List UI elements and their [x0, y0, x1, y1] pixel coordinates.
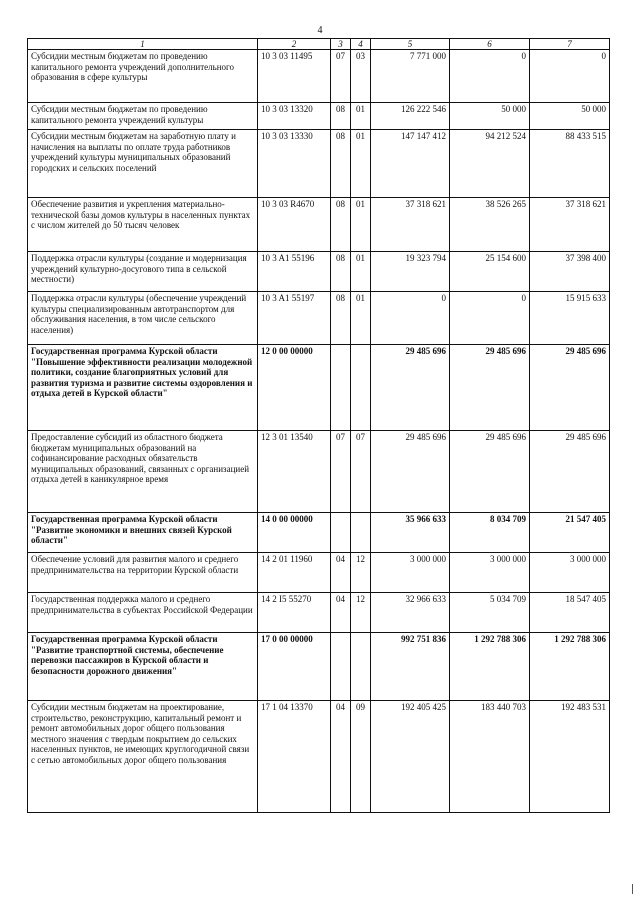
section-code: 04	[331, 701, 351, 813]
table-row	[28, 553, 610, 593]
target-code: 14 2 01 11960	[258, 553, 331, 593]
header-col-4: 4	[351, 39, 371, 50]
section-code	[331, 513, 351, 553]
amount-col-5: 35 966 633	[371, 513, 450, 553]
subsection-code	[351, 633, 371, 701]
amount-col-7: 1 292 788 306	[530, 633, 610, 701]
target-code: 14 0 00 00000	[258, 513, 331, 553]
section-code: 07	[331, 50, 351, 103]
subsection-code: 12	[351, 593, 371, 633]
item-name: Государственная программа Курской области "Развитие экономики и внешних связей Курской области"	[28, 513, 258, 553]
item-name: Обеспечение развития и укрепления материально-технической базы домов культуры в населенных пунктах с числом жителей до 50 тысяч человек	[28, 198, 258, 252]
target-code: 12 0 00 00000	[258, 345, 331, 431]
amount-col-6: 94 212 524	[450, 130, 530, 198]
amount-col-5: 32 966 633	[371, 593, 450, 633]
amount-col-5: 29 485 696	[371, 431, 450, 513]
item-name: Государственная программа Курской области "Развитие транспортной системы, обеспечение перевозки пассажиров в Курской области и безопасности дорожного движения"	[28, 633, 258, 701]
item-name: Поддержка отрасли культуры (обеспечение учреждений культуры специализированным автотранспортом для обслуживания населения, в том числе сельского населения)	[28, 292, 258, 345]
table-row	[28, 513, 610, 553]
target-code: 10 3 03 13320	[258, 103, 331, 130]
amount-col-7: 18 547 405	[530, 593, 610, 633]
amount-col-5: 992 751 836	[371, 633, 450, 701]
table-row	[28, 252, 610, 292]
amount-col-7: 3 000 000	[530, 553, 610, 593]
section-code: 08	[331, 103, 351, 130]
amount-col-5: 192 405 425	[371, 701, 450, 813]
amount-col-7: 21 547 405	[530, 513, 610, 553]
amount-col-6: 25 154 600	[450, 252, 530, 292]
amount-col-5: 147 147 412	[371, 130, 450, 198]
subsection-code: 01	[351, 198, 371, 252]
item-name: Предоставление субсидий из областного бюджета бюджетам муниципальных образований на софинансирование расходных обязательств муниципальных образований, связанных с организацией отдыха детей в каникулярное время	[28, 431, 258, 513]
section-code: 07	[331, 431, 351, 513]
header-col-5: 5	[371, 39, 450, 50]
amount-col-7: 50 000	[530, 103, 610, 130]
scan-mark	[632, 884, 633, 894]
table-row	[28, 50, 610, 103]
target-code: 10 3 A1 55197	[258, 292, 331, 345]
header-col-6: 6	[450, 39, 530, 50]
section-code: 04	[331, 593, 351, 633]
table-row	[28, 198, 610, 252]
table-row	[28, 292, 610, 345]
item-name: Государственная поддержка малого и среднего предпринимательства в субъектах Российской Федерации	[28, 593, 258, 633]
header-col-7: 7	[530, 39, 610, 50]
amount-col-5: 126 222 546	[371, 103, 450, 130]
section-code: 08	[331, 292, 351, 345]
target-code: 10 3 03 13330	[258, 130, 331, 198]
amount-col-6: 0	[450, 292, 530, 345]
target-code: 14 2 I5 55270	[258, 593, 331, 633]
amount-col-6: 0	[450, 50, 530, 103]
section-code	[331, 345, 351, 431]
amount-col-5: 3 000 000	[371, 553, 450, 593]
subsection-code	[351, 513, 371, 553]
section-code: 04	[331, 553, 351, 593]
item-name: Поддержка отрасли культуры (создание и модернизация учреждений культурно-досугового типа в сельской местности)	[28, 252, 258, 292]
subsection-code: 01	[351, 130, 371, 198]
subsection-code: 01	[351, 292, 371, 345]
table-header-row	[28, 39, 610, 50]
table-row	[28, 345, 610, 431]
target-code: 10 3 03 R4670	[258, 198, 331, 252]
budget-table	[27, 38, 610, 813]
target-code: 12 3 01 13540	[258, 431, 331, 513]
amount-col-7: 88 433 515	[530, 130, 610, 198]
item-name: Субсидии местным бюджетам по проведению капитального ремонта учреждений дополнительного образования в сфере культуры	[28, 50, 258, 103]
amount-col-7: 15 915 633	[530, 292, 610, 345]
amount-col-6: 1 292 788 306	[450, 633, 530, 701]
table-row	[28, 103, 610, 130]
header-col-3: 3	[331, 39, 351, 50]
target-code: 10 3 03 11495	[258, 50, 331, 103]
amount-col-6: 8 034 709	[450, 513, 530, 553]
amount-col-6: 38 526 265	[450, 198, 530, 252]
table-row	[28, 593, 610, 633]
amount-col-7: 0	[530, 50, 610, 103]
subsection-code: 01	[351, 103, 371, 130]
section-code: 08	[331, 252, 351, 292]
amount-col-6: 5 034 709	[450, 593, 530, 633]
target-code: 10 3 A1 55196	[258, 252, 331, 292]
amount-col-5: 37 318 621	[371, 198, 450, 252]
section-code	[331, 633, 351, 701]
page-number: 4	[317, 25, 323, 36]
amount-col-7: 29 485 696	[530, 345, 610, 431]
amount-col-5: 29 485 696	[371, 345, 450, 431]
header-col-2: 2	[258, 39, 331, 50]
subsection-code: 09	[351, 701, 371, 813]
target-code: 17 1 04 13370	[258, 701, 331, 813]
amount-col-5: 0	[371, 292, 450, 345]
amount-col-6: 3 000 000	[450, 553, 530, 593]
subsection-code: 03	[351, 50, 371, 103]
table-row	[28, 431, 610, 513]
amount-col-6: 29 485 696	[450, 345, 530, 431]
section-code: 08	[331, 198, 351, 252]
subsection-code: 12	[351, 553, 371, 593]
amount-col-7: 192 483 531	[530, 701, 610, 813]
amount-col-6: 50 000	[450, 103, 530, 130]
section-code: 08	[331, 130, 351, 198]
amount-col-5: 7 771 000	[371, 50, 450, 103]
item-name: Субсидии местным бюджетам по проведению капитального ремонта учреждений культуры	[28, 103, 258, 130]
table-row	[28, 130, 610, 198]
subsection-code	[351, 345, 371, 431]
item-name: Государственная программа Курской области "Повышение эффективности реализации молодежной политики, создание благоприятных условий для развития туризма и развитие системы оздоровления и отдыха детей в Курской области"	[28, 345, 258, 431]
table-row	[28, 633, 610, 701]
amount-col-6: 29 485 696	[450, 431, 530, 513]
item-name: Обеспечение условий для развития малого и среднего предпринимательства на территории Курской области	[28, 553, 258, 593]
item-name: Субсидии местным бюджетам на заработную плату и начисления на выплаты по оплате труда работников учреждений культуры муниципальных образований городских и сельских поселений	[28, 130, 258, 198]
subsection-code: 07	[351, 431, 371, 513]
amount-col-5: 19 323 794	[371, 252, 450, 292]
amount-col-7: 37 398 400	[530, 252, 610, 292]
item-name: Субсидии местным бюджетам на проектирование, строительство, реконструкцию, капитальный ремонт и ремонт автомобильных дорог общего пользования местного значения с твердым покрытием до сельских населенных пунктов, не имеющих круглогодичной связи с сетью автомобильных дорог общего пользования	[28, 701, 258, 813]
amount-col-6: 183 440 703	[450, 701, 530, 813]
amount-col-7: 29 485 696	[530, 431, 610, 513]
header-col-1: 1	[28, 39, 258, 50]
table-row	[28, 701, 610, 813]
target-code: 17 0 00 00000	[258, 633, 331, 701]
amount-col-7: 37 318 621	[530, 198, 610, 252]
subsection-code: 01	[351, 252, 371, 292]
